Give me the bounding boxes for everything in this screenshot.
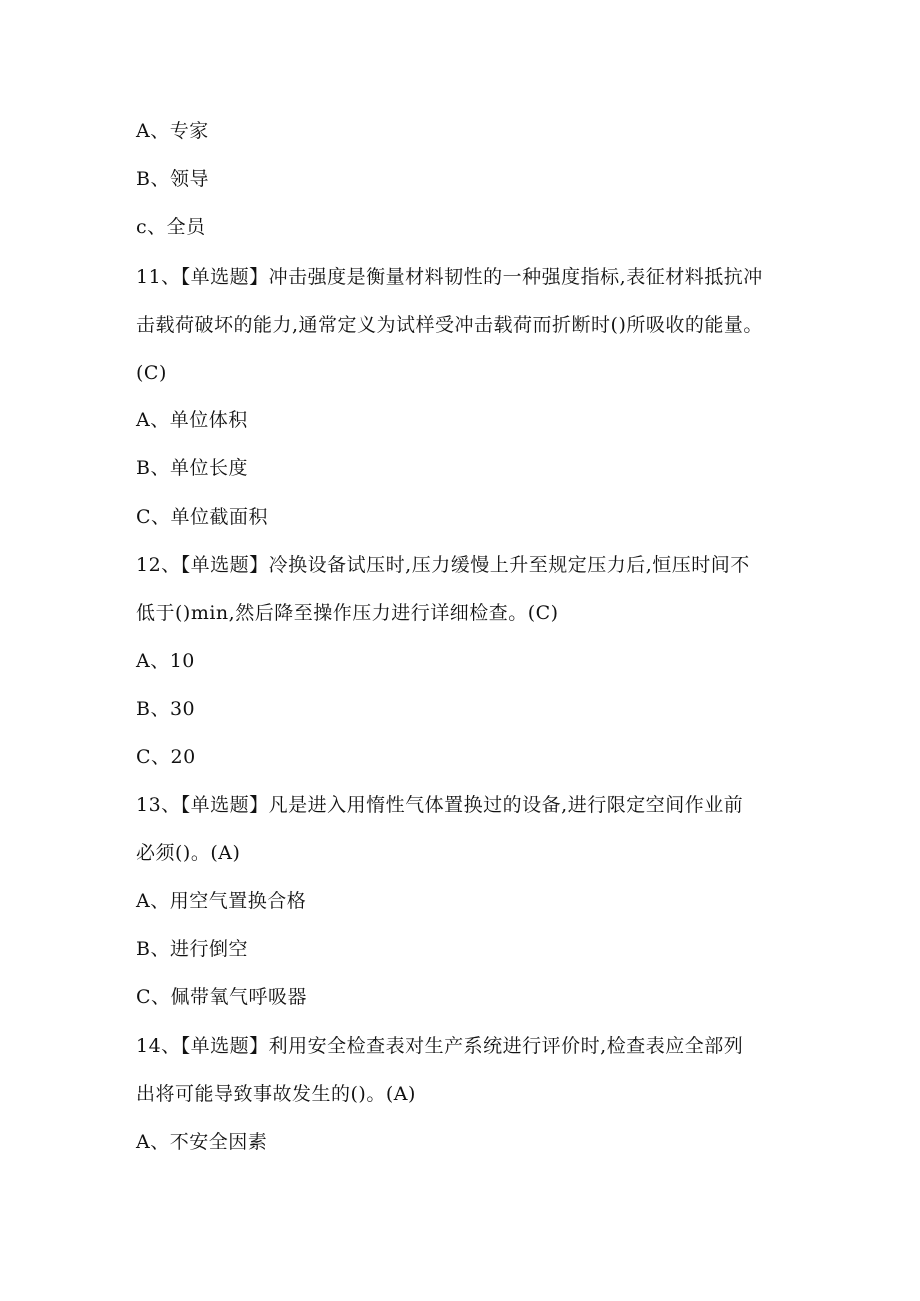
q12-option-b: B、30 [136,698,196,720]
q12-question-line-1: 12、【单选题】冷换设备试压时,压力缓慢上升至规定压力后,恒压时间不 [136,554,750,576]
q12-option-a: A、10 [136,650,195,672]
q13-option-a: A、用空气置换合格 [136,890,307,912]
q11-option-b: B、单位长度 [136,457,248,479]
q11-question-line-2: 击载荷破坏的能力,通常定义为试样受冲击载荷而折断时()所吸收的能量。 [136,314,763,336]
q11-question-line-1: 11、【单选题】冲击强度是衡量材料韧性的一种强度指标,表征材料抵抗冲 [136,266,763,288]
q14-question-line-2: 出将可能导致事故发生的()。(A) [136,1083,416,1105]
q10-option-b: B、领导 [136,168,209,190]
q14-option-a: A、不安全因素 [136,1131,268,1153]
q10-option-a: A、专家 [136,120,209,142]
q11-option-c: C、单位截面积 [136,506,269,528]
q13-question-line-2: 必须()。(A) [136,842,241,864]
q10-option-c: c、全员 [136,216,206,238]
q13-option-c: C、佩带氧气呼吸器 [136,986,308,1008]
q11-answer: (C) [136,362,167,384]
q13-option-b: B、进行倒空 [136,938,248,960]
q12-option-c: C、20 [136,746,196,768]
q12-question-line-2: 低于()min,然后降至操作压力进行详细检查。(C) [136,602,559,624]
q14-question-line-1: 14、【单选题】利用安全检查表对生产系统进行评价时,检查表应全部列 [136,1035,744,1057]
q11-option-a: A、单位体积 [136,409,248,431]
q13-question-line-1: 13、【单选题】凡是进入用惰性气体置换过的设备,进行限定空间作业前 [136,794,744,816]
